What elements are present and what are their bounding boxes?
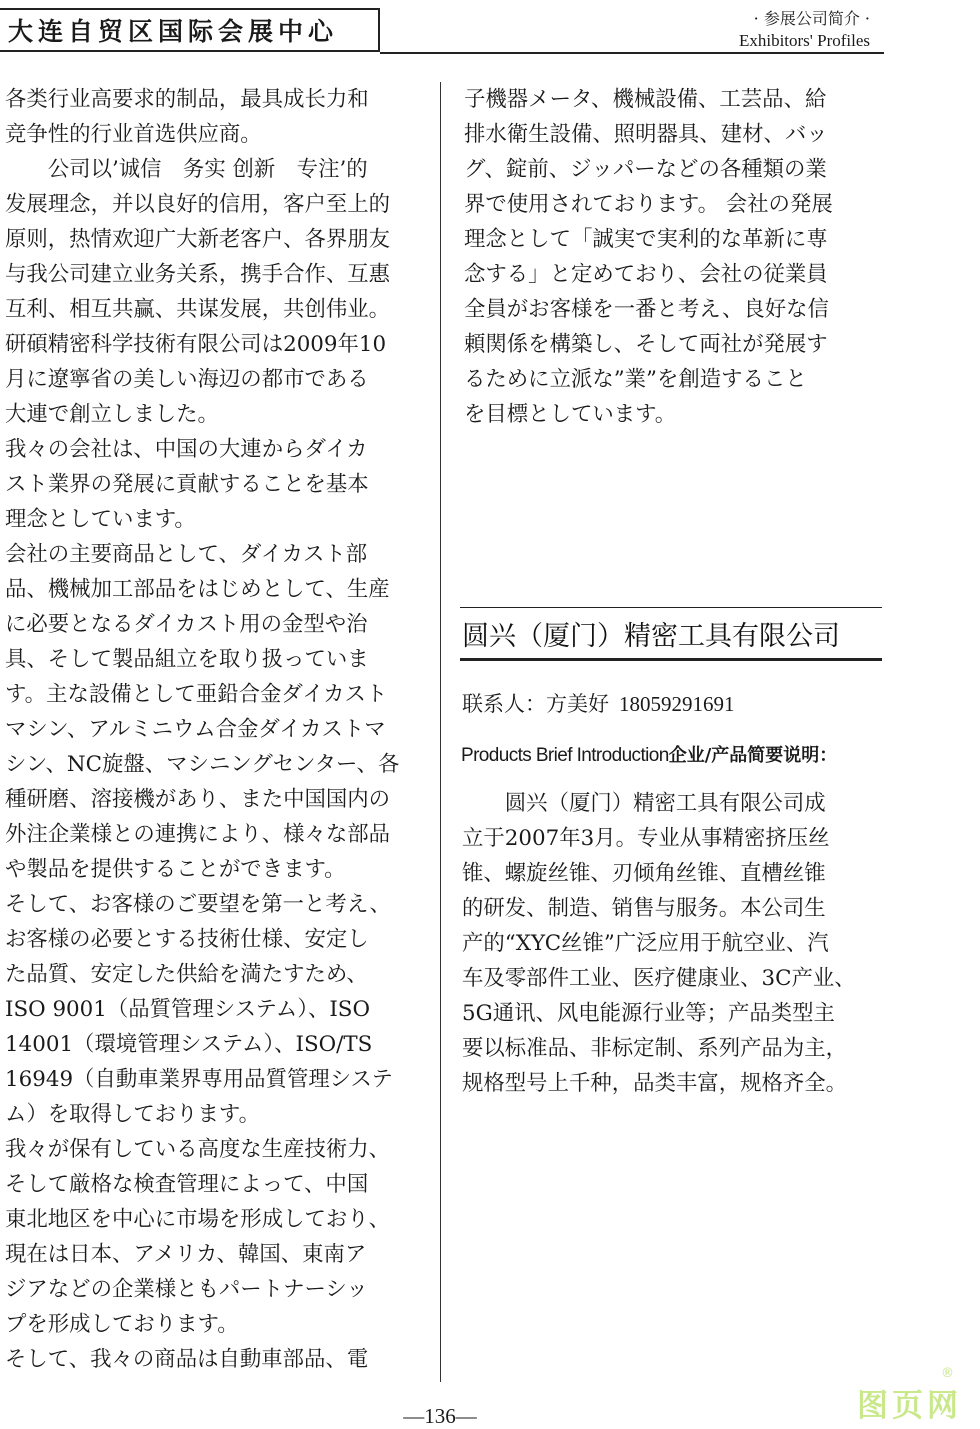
contact-phone: 18059291691 [619,692,735,716]
text-line: マシン、アルミニウム合金ダイカストマ [5,717,386,742]
text-line: るために立派な”業”を創造すること [464,367,807,392]
text-line: 16949（自動車業界専用品質管理システ [5,1067,393,1092]
text-line: 车及零部件工业、医疗健康业、3C产业、 [462,966,856,991]
text-line: 界で使用されております。 会社の発展 [464,192,833,217]
header-section-en: Exhibitors' Profiles [738,31,870,50]
text-line: 種研磨、溶接機があり、また中国国内の [5,787,391,812]
intro-heading-cn: 企业/产品简要说明： [668,745,838,766]
text-line: 14001（環境管理システム）、ISO/TS [5,1032,373,1057]
text-line: を目標としています。 [464,402,677,427]
text-line: 研碩精密科学技術有限公司は2009年10 [5,332,387,357]
watermark-text: 图页网 [857,1388,962,1424]
text-line: 子機器メータ、機械設備、工芸品、給 [464,87,827,112]
text-line: 原则，热情欢迎广大新老客户、各界朋友 [5,227,391,252]
text-line: お客様の必要とする技術仕様、安定し [5,927,369,952]
text-line: 要以标准品、非标定制、系列产品为主， [462,1036,848,1061]
text-line: 的研发、制造、销售与服务。本公司生 [462,896,826,921]
company-rule-bottom [460,658,882,661]
text-line: 我々の会社は、中国の大連からダイカ [5,437,368,462]
text-line: 具、そして製品組立を取り扱っていま [5,647,369,672]
page-number: —136— [403,1404,477,1428]
text-line: 各类行业高要求的制品，最具成长力和 [5,87,369,112]
text-line: ム）を取得しております。 [5,1102,260,1127]
text-line: 理念として「誠実で実利的な革新に専 [464,227,828,252]
column-divider [440,82,441,1382]
text-line: 排水衛生設備、照明器具、建材、バッ [464,122,828,147]
company-name: 圆兴（厦门）精密工具有限公司 [462,621,840,652]
company-rule-top [460,607,882,608]
text-line: 立于2007年3月。专业从事精密挤压丝 [462,826,830,851]
header-section-cn: · 参展公司简介 · [753,9,870,28]
text-line: グ、錠前、ジッパーなどの各種類の業 [464,157,827,182]
watermark-logo [857,1366,962,1425]
text-line: 竞争性的行业首选供应商。 [5,122,262,147]
text-line: 頼関係を構築し、そして両社が発展す [464,332,828,357]
text-line: 我々が保有している高度な生産技術力、 [5,1137,391,1162]
text-line: 发展理念，并以良好的信用，客户至上的 [5,192,391,217]
text-line: 全員がお客様を一番と考え、良好な信 [464,297,829,322]
company-intro [462,786,882,1101]
header-rule [380,52,884,54]
header-section-label [739,8,870,52]
contact-label: 联系人：方美好 [462,692,609,716]
text-line: 产的“XYC丝锥”广泛应用于航空业、汽 [462,931,829,956]
text-line: ISO 9001（品質管理システム）、ISO [5,997,370,1022]
text-line: 圆兴（厦门）精密工具有限公司成 [462,791,826,816]
text-line: そして、我々の商品は自動車部品、電 [5,1347,369,1372]
text-line: そして厳格な検査管理によって、中国 [5,1172,369,1197]
intro-heading [461,740,837,772]
header-title: 大连自贸区国际会展中心 [8,17,339,46]
left-column [5,82,425,1377]
header-title-box [0,8,380,52]
text-line: そして、お客様のご要望を第一と考え、 [5,892,391,917]
text-line: 锥、螺旋丝锥、刃倾角丝锥、直槽丝锥 [462,861,826,886]
text-line: 会社の主要商品として、ダイカスト部 [5,542,368,567]
text-line: プを形成しております。 [5,1312,239,1337]
text-line: す。主な設備として亜鉛合金ダイカスト [5,682,388,707]
text-line: スト業界の発展に貢献することを基本 [5,472,369,497]
company-contact [462,687,735,721]
text-line: 5G通讯、风电能源行业等；产品类型主 [462,1001,835,1026]
text-line: 東北地区を中心に市場を形成しており、 [5,1207,391,1232]
text-line: シン、NC旋盤、マシニングセンター、各 [5,752,400,777]
text-line: 月に遼寧省の美しい海辺の都市である [5,367,369,392]
text-line: 大連で創立しました。 [5,402,219,427]
text-line: 現在は日本、アメリカ、韓国、東南ア [5,1242,367,1267]
registered-mark: ® [941,1366,954,1381]
intro-heading-en: Products Brief Introduction [461,745,669,766]
text-line: に必要となるダイカスト用の金型や治 [5,612,368,637]
text-line: 互利、相互共赢、共谋发展，共创伟业。 [5,297,391,322]
text-line: た品質、安定した供給を満たすため、 [5,962,368,987]
text-line: 公司以’诚信 务实 创新 专注’的 [5,157,368,182]
text-line: ジアなどの企業様ともパートナーシッ [5,1277,368,1302]
right-column-continued [464,82,884,432]
text-line: 规格型号上千种，品类丰富，规格齐全。 [462,1071,848,1096]
text-line: 外注企業様との連携により、様々な部品 [5,822,391,847]
text-line: 与我公司建立业务关系，携手合作、互惠 [5,262,391,287]
text-line: 念する」と定めており、会社の従業員 [464,262,828,287]
text-line: や製品を提供することができます。 [5,857,346,882]
text-line: 品、機械加工部品をはじめとして、生産 [5,577,390,602]
text-line: 理念としています。 [5,507,196,532]
